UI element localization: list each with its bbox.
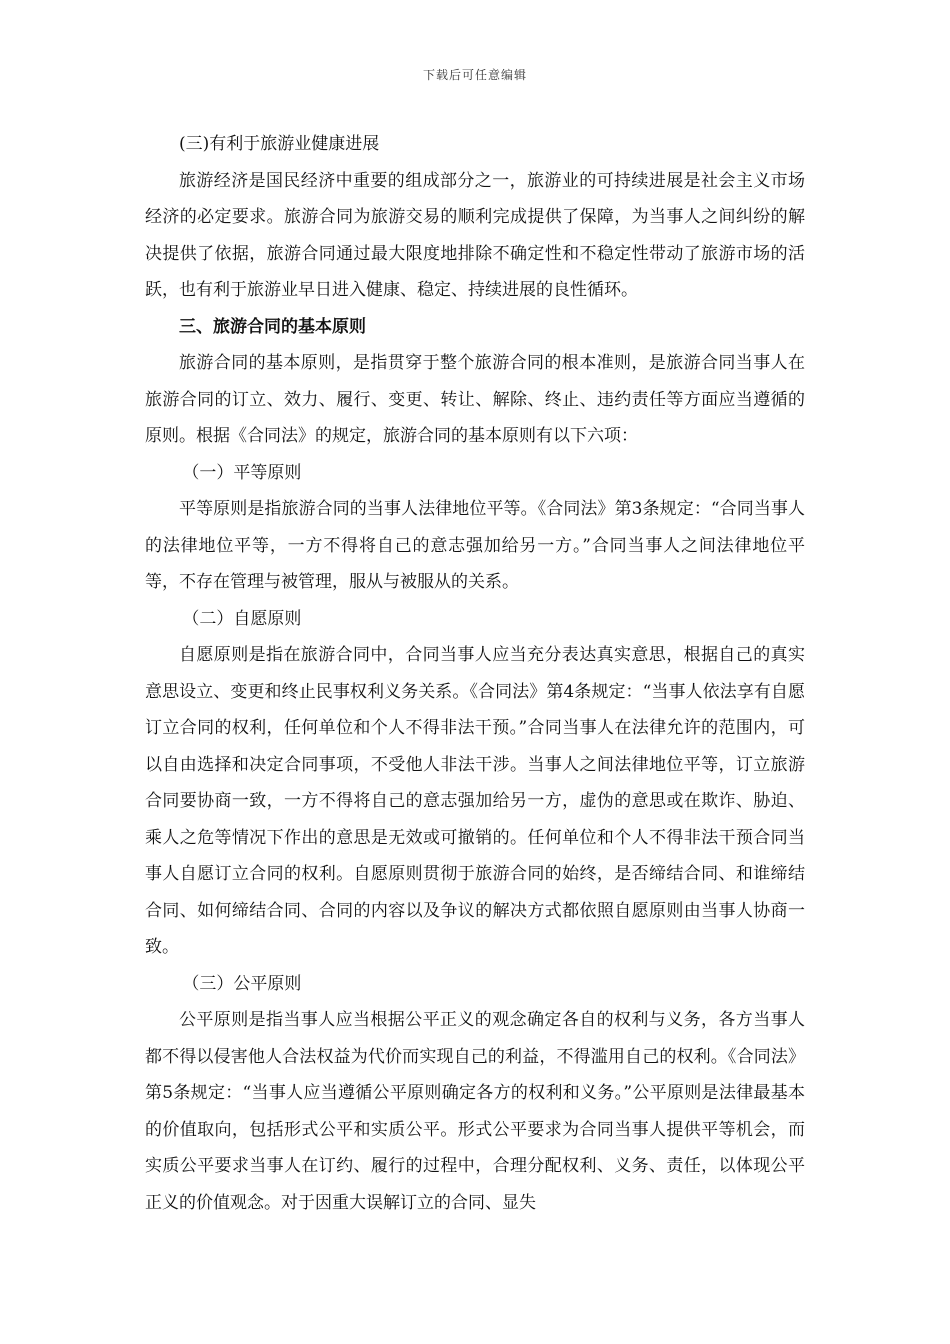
subheading-fairness-principle: （三）公平原则 [182,973,302,994]
paragraph-equality-principle: 平等原则是指旅游合同的当事人法律地位平等。《合同法》第3条规定：“合同当事人的法律地位平等，一方不得将自己的意志强加给另一方。”合同当事人之间法律地位平等，不存在管理与被管理，服从与被服从的关系。 [145,499,805,592]
section-heading-healthy-development: (三)有利于旅游业健康进展 [179,134,380,154]
paragraph-fairness-principle: 公平原则是指当事人应当根据公平正义的观念确定各自的权利与义务，各方当事人都不得以侵害他人合法权益为代价而实现自己的利益，不得滥用自己的权利。《合同法》第5条规定：“当事人应当遵循公平原则确定各方的权利和义务。”公平原则是法律最基本的价值取向，包括形式公平和实质公平。形式公平要求为合同当事人提供平等机会，而实质公平要求当事人在订约、履行的过程中，合理分配权利、义务、责任，以体现公平正义的价值观念。对于因重大误解订立的合同、显失 [145,1010,805,1213]
paragraph-tourism-economy: 旅游经济是国民经济中重要的组成部分之一，旅游业的可持续进展是社会主义市场经济的必定要求。旅游合同为旅游交易的顺利完成提供了保障，为当事人之间纠纷的解决提供了依据，旅游合同通过最大限度地排除不确定性和不稳定性带动了旅游市场的活跃，也有利于旅游业早日进入健康、稳定、持续进展的良性循环。 [145,170,805,300]
subheading-voluntary-principle: （二）自愿原则 [182,608,302,629]
subheading-equality-principle: （一）平等原则 [182,462,302,483]
paragraph-principles-intro: 旅游合同的基本原则，是指贯穿于整个旅游合同的根本准则，是旅游合同当事人在旅游合同的订立、效力、履行、变更、转让、解除、终止、违约责任等方面应当遵循的原则。根据《合同法》的规定，旅游合同的基本原则有以下六项： [145,353,805,446]
section-heading-basic-principles: 三、旅游合同的基本原则 [179,316,366,337]
document-body [145,126,805,1221]
page-header: 下载后可任意编辑 [422,68,527,82]
paragraph-voluntary-principle: 自愿原则是指在旅游合同中，合同当事人应当充分表达真实意思，根据自己的真实意思设立、变更和终止民事权利义务关系。《合同法》第4条规定：“当事人依法享有自愿订立合同的权利，任何单位和个人不得非法干预。”合同当事人在法律允许的范围内，可以自由选择和决定合同事项，不受他人非法干涉。当事人之间法律地位平等，订立旅游合同要协商一致，一方不得将自己的意志强加给另一方，虚伪的意思或在欺诈、胁迫、乘人之危等情况下作出的意思是无效或可撤销的。任何单位和个人不得非法干预合同当事人自愿订立合同的权利。自愿原则贯彻于旅游合同的始终，是否缔结合同、和谁缔结合同、如何缔结合同、合同的内容以及争议的解决方式都依照自愿原则由当事人协商一致。 [145,645,805,957]
